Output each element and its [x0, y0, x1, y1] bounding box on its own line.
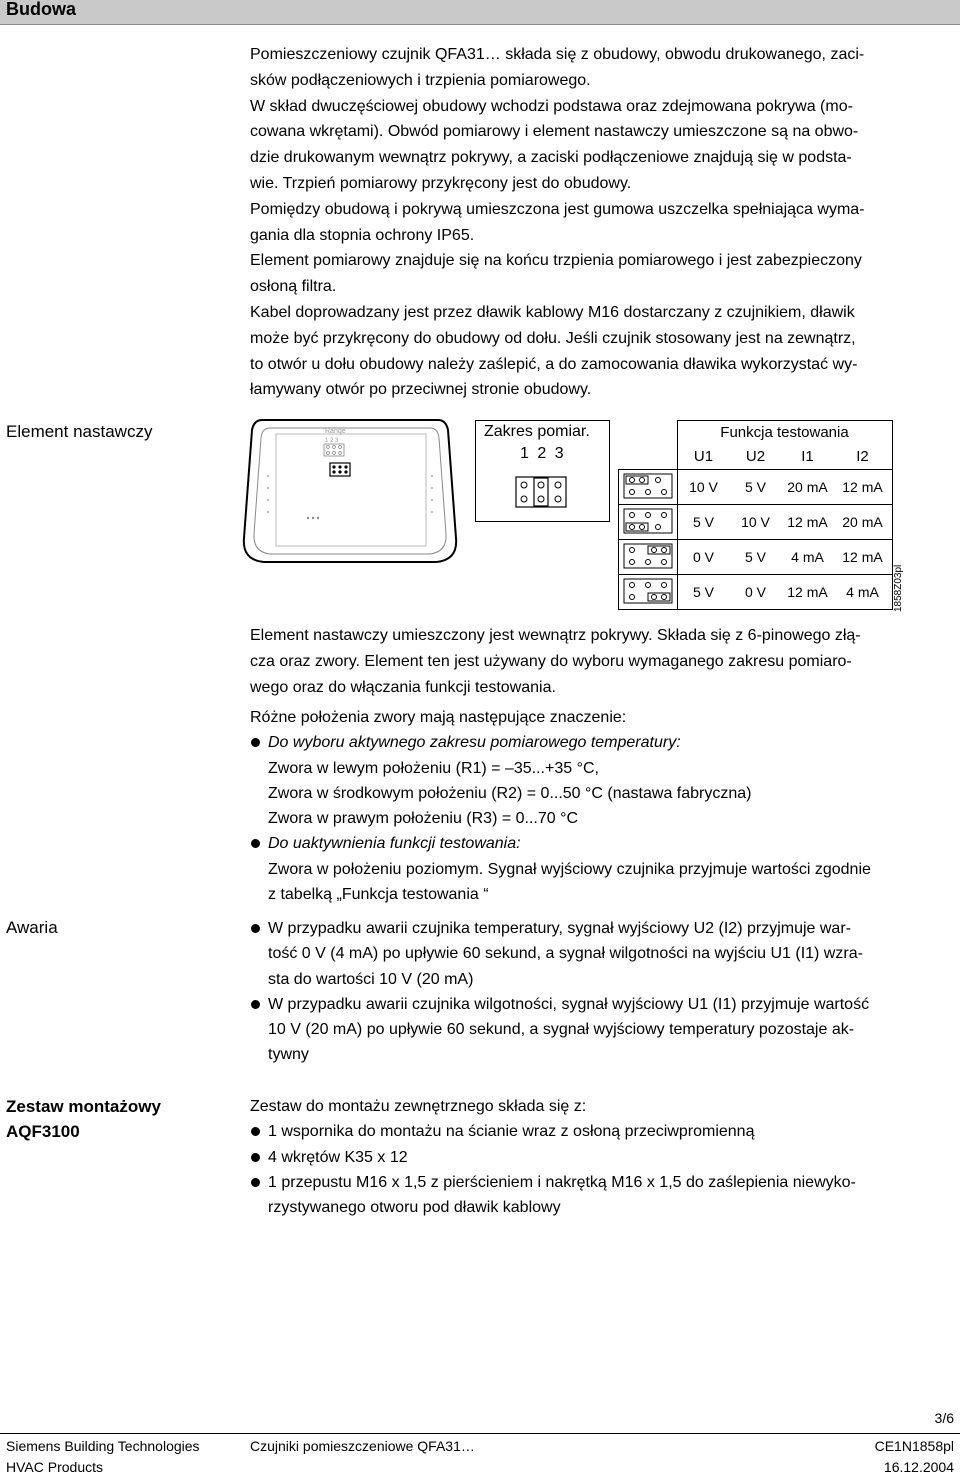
bullet-icon	[251, 1000, 260, 1009]
text-line: sta do wartości 10 V (20 mA)	[268, 970, 474, 988]
section-label-element: Element nastawczy	[6, 422, 153, 441]
table-cell: 5 V	[677, 505, 730, 540]
text-line: z tabelką „Funkcja testowania “	[268, 886, 489, 904]
section-label-fault: Awaria	[6, 918, 58, 937]
text-line: Kabel doprowadzany jest przez dławik kablowy M16 dostarczany z czujnikiem, dławik	[250, 303, 855, 321]
table-cell: 12 mA	[782, 575, 834, 610]
range-box-title: Zakres pomiar.	[484, 423, 590, 440]
text-line: Zwora w położeniu poziomym. Sygnał wyjściowy czujnika przyjmuje wartości zgodnie	[268, 860, 871, 878]
kit-label-line: Zestaw montażowy	[6, 1097, 161, 1116]
kit-label-line: AQF3100	[6, 1122, 80, 1141]
text-line: łamywany otwór po przeciwnej stronie obudowy.	[250, 381, 592, 399]
footer-doc-title: Czujniki pomieszczeniowe QFA31…	[250, 1438, 475, 1454]
text-line: tość 0 V (4 mA) po upływie 60 sekund, a sygnał wilgotności na wyjściu U1 (I1) wzra-	[268, 945, 863, 963]
text-line: Element nastawczy umieszczony jest wewnątrz pokrywy. Składa się z 6-pinowego złą-	[250, 627, 861, 644]
bullet-icon	[251, 738, 260, 747]
table-row	[619, 505, 893, 540]
page-header	[0, 0, 960, 25]
text-line: gania dla stopnia ochrony IP65.	[250, 226, 475, 244]
footer-doc-number: CE1N1858pl	[874, 1438, 954, 1454]
test-table-header: I1	[782, 443, 834, 470]
jumper-config-icon	[619, 470, 678, 505]
text-line: W przypadku awarii czujnika wilgotności, sygnał wyjściowy U1 (I1) przyjmuje wartość	[268, 995, 870, 1013]
table-cell: 5 V	[730, 540, 782, 575]
text-line: sków podłączeniowych i trzpienia pomiarowego.	[250, 71, 591, 89]
bullet-icon	[251, 1153, 260, 1162]
table-cell: 4 mA	[834, 575, 893, 610]
text-line: W skład dwuczęściowej obudowy wchodzi podstawa oraz zdejmowana pokrywa (mo-	[250, 97, 853, 115]
board-drawing	[240, 416, 460, 568]
text-line: Zwora w prawym położeniu (R3) = 0...70 °C	[268, 810, 579, 828]
text-line: rzystywanego otworu pod dławik kablowy	[268, 1199, 561, 1217]
table-cell: 5 V	[677, 575, 730, 610]
table-cell: 0 V	[677, 540, 730, 575]
page-number: 3/6	[934, 1410, 954, 1426]
test-table-header: U2	[730, 443, 782, 470]
board-range-label: Range	[325, 428, 346, 435]
text-line: wego oraz do włączania funkcji testowania.	[250, 678, 556, 696]
text-line: Pomiędzy obudową i pokrywą umieszczona jest gumowa uszczelka spełniająca wyma-	[250, 200, 865, 218]
kit-intro: Zestaw do montażu zewnętrznego składa się z:	[250, 1098, 587, 1115]
test-table-header: U1	[677, 443, 730, 470]
jumper-icon	[514, 475, 568, 509]
table-cell: 10 V	[677, 470, 730, 505]
table-cell: 20 mA	[834, 505, 893, 540]
text-line: może być przykręcony do obudowy od dołu. Jeśli czujnik stosowany jest na zewnątrz,	[250, 329, 856, 347]
table-cell: 12 mA	[834, 470, 893, 505]
table-cell: 10 V	[730, 505, 782, 540]
bullet-text: Do wyboru aktywnego zakresu pomiarowego temperatury:	[268, 734, 681, 752]
table-cell: 20 mA	[782, 470, 834, 505]
table-cell: 5 V	[730, 470, 782, 505]
fault-list	[250, 916, 950, 1068]
text-line: cza oraz zwory. Element ten jest używany do wyboru wymaganego zakresu pomiaro-	[250, 652, 852, 670]
table-empty-cell	[619, 421, 678, 470]
text-line: 10 V (20 mA) po upływie 60 sekund, a sygnał wyjściowy temperatury pozostaje ak-	[268, 1021, 855, 1039]
bullet-icon	[251, 1127, 260, 1136]
intro-paragraph	[250, 42, 950, 403]
footer-company: Siemens Building Technologies	[6, 1438, 200, 1454]
bullet-icon	[251, 924, 260, 933]
table-cell: 12 mA	[834, 540, 893, 575]
table-row	[619, 470, 893, 505]
footer-right	[875, 1436, 954, 1478]
bullet-icon	[251, 839, 260, 848]
element-description	[250, 623, 950, 700]
text-line: W przypadku awarii czujnika temperatury, sygnał wyjściowy U2 (I2) przyjmuje war-	[268, 920, 851, 937]
text-line: Zwora w środkowym położeniu (R2) = 0...50 °C (nastawa fabryczna)	[268, 784, 752, 802]
test-table-title: Funkcja testowania	[677, 421, 892, 444]
test-function-table	[618, 420, 893, 610]
bullet-text: Do uaktywnienia funkcji testowania:	[268, 835, 521, 853]
range-box	[475, 420, 610, 522]
list-item	[250, 916, 950, 992]
board-range-digits: 1 2 3	[325, 438, 339, 444]
text-line: osłoną filtra.	[250, 278, 337, 296]
kit-list	[250, 1094, 950, 1220]
text-line: 1 wspornika do montażu na ścianie wraz z osłoną przeciwpromienną	[268, 1123, 755, 1141]
text-line: tywny	[268, 1046, 309, 1064]
table-row	[619, 540, 893, 575]
text-line: dzie drukowanym wewnątrz pokrywy, a zaciski podłączeniowe znajdują się w podsta-	[250, 149, 852, 167]
text-line: cowana wkrętami). Obwód pomiarowy i element nastawczy umieszczone są na obwo-	[250, 123, 859, 141]
list-item	[250, 730, 950, 755]
table-cell: 12 mA	[782, 505, 834, 540]
jumper-intro: Różne położenia zwory mają następujące znaczenie:	[250, 709, 627, 726]
jumper-config-icon	[619, 540, 678, 575]
jumper-config-icon	[619, 505, 678, 540]
table-cell: 4 mA	[782, 540, 834, 575]
bullet-icon	[251, 1178, 260, 1187]
range-box-digits: 1 2 3	[520, 445, 566, 462]
footer-division: HVAC Products	[6, 1459, 103, 1475]
figure-code: 1858Z03pl	[893, 564, 904, 612]
text-line: wie. Trzpień pomiarowy przykręcony jest do obudowy.	[250, 174, 632, 192]
list-item	[250, 992, 950, 1068]
list-item	[250, 1119, 950, 1144]
jumper-positions	[250, 705, 950, 907]
text-line: Zwora w lewym położeniu (R1) = –35...+35 °C,	[268, 759, 599, 777]
text-line: Element pomiarowy znajduje się na końcu trzpienia pomiarowego i jest zabezpieczony	[250, 252, 862, 270]
footer-divider	[0, 1433, 960, 1434]
test-table-header: I2	[834, 443, 893, 470]
footer-date: 16.12.2004	[883, 1459, 954, 1475]
text-line: 4 wkrętów K35 x 12	[268, 1148, 408, 1166]
page-title: Budowa	[6, 0, 76, 19]
table-row	[619, 575, 893, 610]
list-item	[250, 831, 950, 856]
jumper-config-icon	[619, 575, 678, 610]
text-line: 1 przepustu M16 x 1,5 z pierścieniem i nakrętką M16 x 1,5 do zaślepienia niewyko-	[268, 1173, 856, 1191]
section-label-kit	[6, 1094, 161, 1144]
footer-left	[6, 1436, 200, 1478]
text-line: Pomieszczeniowy czujnik QFA31… składa się z obudowy, obwodu drukowanego, zaci-	[250, 46, 865, 63]
table-cell: 0 V	[730, 575, 782, 610]
list-item	[250, 1145, 950, 1170]
list-item	[250, 1170, 950, 1221]
text-line: to otwór u dołu obudowy należy zaślepić, a do zamocowania dławika wykorzystać wy-	[250, 355, 858, 373]
